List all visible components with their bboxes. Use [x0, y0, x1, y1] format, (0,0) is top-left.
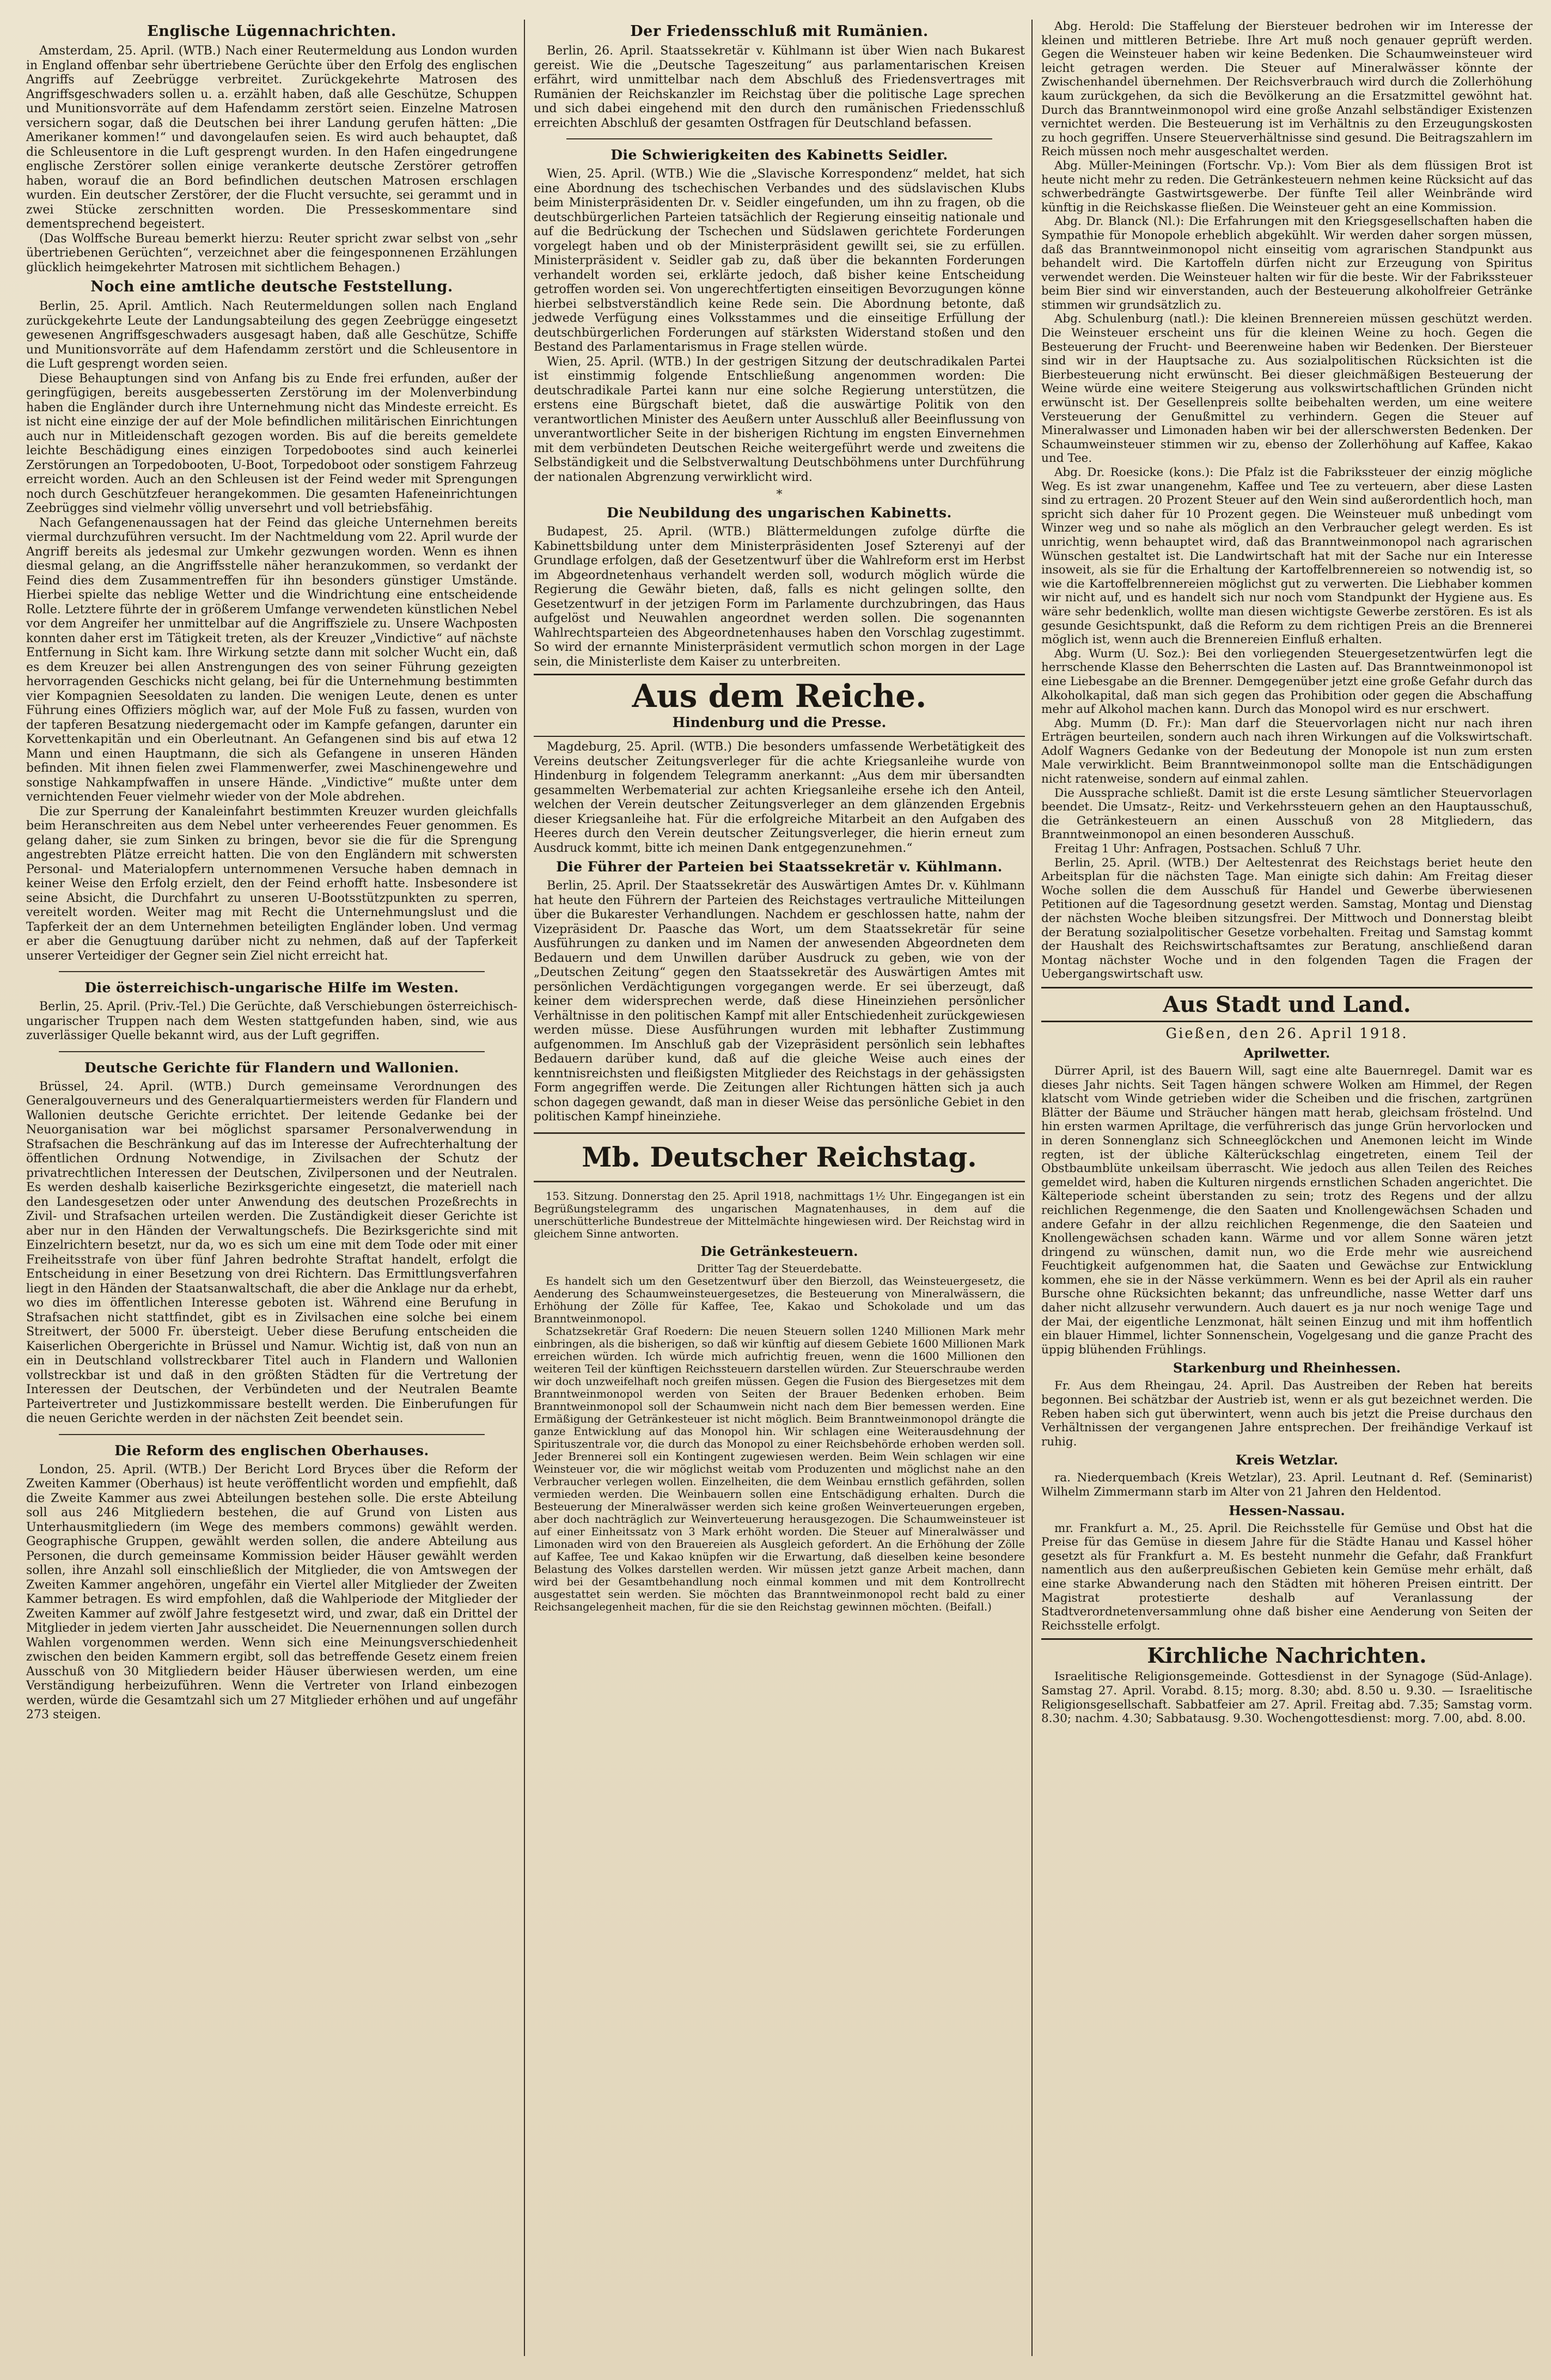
- separator: [59, 971, 485, 972]
- article-subheading: Die Getränkesteuern.: [700, 1243, 858, 1259]
- article-heading: Deutsche Gerichte für Flandern und Wallonien.: [84, 1059, 459, 1076]
- article-heading: Die Schwierigkeiten des Kabinetts Seidler.: [610, 147, 948, 163]
- article-paragraph: Berlin, 25. April. Der Staatssekretär des Auswärtigen Amtes Dr. v. Kühlmann hat heute den Führern der Parteien des Reichstages vertrauliche Mitteilungen über die Bukarester Verhandlungen. Nachdem er geschlossen hatte, nahm der Vizepräsident Dr. Paasche das Wort, um dem Staatssekretär für seine Ausführungen zu danken und im Namen der anwesenden Abgeordneten dem Bedauern und dem Unwillen darüber Ausdruck zu geben, wie von der „Deutschen Zeitung“ gegen den Staatssekretär des Auswärtigen Amtes mit persönlichen Verdächtigungen vorgegangen werde. Er sei überzeugt, daß keiner dem widersprechen werde, daß diese Hineinziehen persönlicher Verhältnisse in den politischen Kampf mit aller Entschiedenheit zurückgewiesen werden müsse. Diese Ausführungen wurden mit lebhafter Zustimmung aufgenommen. Im Anschluß gab der Vizepräsident persönlich sein lebhaftes Bedauern darüber kund, daß auf die gleiche Weise auch eines der kenntnisreichsten und fleißigsten Mitglieder des Reichstags in der gehässigsten Form angegriffen werde. Die Zeitungen aller Richtungen hätten sich ja auch schon dagegen gewandt, daß man in dieser Weise das persönliche Gebiet in den politischen Kampf hineinziehe.: [534, 879, 1025, 1124]
- article-paragraph: Budapest, 25. April. (WTB.) Blättermeldungen zufolge dürfte die Kabinettsbildung unter dem Ministerpräsidenten Josef Szterenyi auf der Grundlage erfolgen, daß der Gesetzentwurf über die Wahlreform erst im Herbst im Abgeordnetenhaus verhandelt werden soll, wodurch möglich würde die Regierung die Gewähr bieten, daß, falls es nicht gelingen sollte, den Gesetzentwurf in der jetzigen Form im Parlamente durchzubringen, das Haus aufgelöst und Neuwahlen angeordnet werden sollen. Die sogenannten Wahlrechtsparteien des Abgeordnetenhauses haben den Vorschlag zugestimmt. So wird der ernannte Ministerpräsident vermutlich schon morgen in der Lage sein, die Ministerliste dem Kaiser zu unterbreiten.: [534, 525, 1025, 669]
- article-paragraph: Fr. Aus dem Rheingau, 24. April. Das Austreiben der Reben hat bereits begonnen. Bei schätzbar der Austrieb ist, wenn er als gut bezeichnet werden. Die Reben haben sich gut überwintert, wenn auch bis jetzt die Preise durchaus den Verhältnissen der vergangenen Jahre entsprechen. Der freihändige Verkauf ist ruhig.: [1041, 1379, 1532, 1449]
- article-paragraph: Es handelt sich um den Gesetzentwurf über den Bierzoll, das Weinsteuergesetz, die Aenderung des Schaumweinsteuergesetzes, die Besteuerung von Mineralwässern, die Erhöhung der Zölle für Kaffee, Tee, Kakao und Schokolade und um das Branntweinmonopol.: [534, 1274, 1025, 1325]
- article-heading: Noch eine amtliche deutsche Feststellung.: [90, 278, 453, 295]
- article-paragraph: (Das Wolffsche Bureau bemerkt hierzu: Reuter spricht zwar selbst von „sehr übertriebenen Gerüchten“, verzeichnet aber die feingesponnenen Erzählungen glücklich heimgekehrter Matrosen mit sichtlichem Behagen.): [26, 231, 517, 274]
- article-paragraph: ra. Niederquembach (Kreis Wetzlar), 23. April. Leutnant d. Ref. (Seminarist) Wilhelm Zimmermann starb im Alter von 21 Jahren den Heldentod.: [1041, 1471, 1532, 1499]
- article-paragraph: Abg. Dr. Blanck (Nl.): Die Erfahrungen mit den Kriegsgesellschaften haben die Sympathie für Monopole erheblich abgekühlt. Wir werden daher sorgen müssen, daß das Branntweinmonopol nicht einseitig vom agrarischen Standpunkt aus behandelt wird. Die Kartoffeln dürfen nicht zur Erzeugung von Spiritus verwendet werden. Die Weinsteuer halten wir für die beste. Wir der Fabrikssteuer beim Bier sind wir einverstanden, auch der Besteuerung alkoholfreier Getränke stimmen wir grundsätzlich zu.: [1041, 215, 1532, 312]
- article-paragraph: Berlin, 26. April. Staatssekretär v. Kühlmann ist über Wien nach Bukarest gereist. Wie die „Deutsche Tageszeitung“ aus parlamentarischen Kreisen erfährt, wird unmittelbar nach dem Abschluß des Friedensvertrages mit Rumänien der Reichskanzler im Reichstag über die politische Lage sprechen und sich dabei eingehend mit den durch den rumänischen Friedensschluß erreichten Abschluß der gesamten Ostfragen für Deutschland befassen.: [534, 44, 1025, 130]
- article-subheading: Hessen-Nassau.: [1229, 1502, 1345, 1518]
- article-heading: Der Friedensschluß mit Rumänien.: [630, 23, 929, 40]
- article-paragraph: London, 25. April. (WTB.) Der Bericht Lord Bryces über die Reform der Zweiten Kammer (Oberhaus) ist heute veröffentlicht worden und empfiehlt, daß die Zweite Kammer aus zwei Abteilungen bestehen solle. Die erste Abteilung soll aus 246 Mitgliedern bestehen, die auf Grund von Listen aus Unterhausmitgliedern (im Wege des members commons) gewählt werden. Geographische Gruppen, gewählt werden sollen, die andere Abteilung aus Personen, die durch gemeinsame Kommission beider Häuser gewählt werden sollen, ihre Anzahl soll einschließlich der Mitglieder, die von Amtswegen der Zweiten Kammer angehören, ungefähr ein Viertel aller Mitglieder der Zweiten Kammer betragen. Es wird empfohlen, daß die Wahlperiode der Mitglieder der Zweiten Kammer auf zwölf Jahre festgesetzt wird, und zwar, daß ein Drittel der Mitglieder in jedem vierten Jahr ausscheidet. Die Neuernennungen sollen durch Wahlen vorgenommen werden. Wenn sich eine Meinungsverschiedenheit zwischen den beiden Kammern ergibt, soll das betreffende Gesetz einem freien Ausschuß von 30 Mitgliedern beider Häuser überwiesen werden, um eine Verständigung herbeizuführen. Wenn die Vertreter von Irland einbezogen werden, würde die Gesamtzahl sich um 27 Mitglieder erhöhen und auf ungefähr 273 steigen.: [26, 1462, 517, 1722]
- separator: [566, 138, 992, 139]
- article-paragraph: Wien, 25. April. (WTB.) Wie die „Slavische Korrespondenz“ meldet, hat sich eine Abordnung des tschechischen Verbandes und des südslavischen Klubs beim Ministerpräsidenten Dr. v. Seidler eingefunden, um ihn zu fragen, ob die deutschbürgerlichen Parteien tatsächlich der Regierung einseitig nationale und auf die Bedrückung der Tschechen und Südslawen gerichtete Forderungen vorgelegt haben und ob der Ministerpräsident gewillt sei, sie zu erfüllen. Ministerpräsident v. Seidler gab zu, daß über die bekannten Forderungen verhandelt worden sei, erklärte jedoch, daß bisher keine Entscheidung getroffen worden sei. Von ungerechtfertigten einseitigen Bevorzugungen könne hierbei selbstverständlich keine Rede sein. Die Abordnung betonte, daß jedwede Verfügung eines Volksstammes und die einseitige Erfüllung der deutschbürgerlichen Forderungen auf stärksten Widerstand stoßen und den Bestand des Parlamentarismus in Frage stellen würde.: [534, 167, 1025, 354]
- article-paragraph: Abg. Müller-Meiningen (Fortschr. Vp.): Vom Bier als dem flüssigen Brot ist heute nicht mehr zu reden. Die Getränkesteuern nehmen keine Rücksicht auf das schwerbedrängte Gastwirtsgewerbe. Der fünfte Teil aller Weinbrände wird künftig in die Reichskasse fließen. Die Weinsteuer geht an eine Kommission.: [1041, 158, 1532, 215]
- article-paragraph: Schatzsekretär Graf Roedern: Die neuen Steuern sollen 1240 Millionen Mark mehr einbringen, als die bisherigen, so daß wir künftig auf diesem Gebiete 1600 Millionen Mark erreichen würden. Ich würde mich aufrichtig freuen, wenn die 1600 Millionen den weiteren Teil der künftigen Reichssteuern darstellen würden. Zur Steuerschraube werden wir doch unzweifelhaft noch greifen müssen. Gegen die Fusion des Biergesetzes mit dem Branntweinmonopol werden von Seiten der Brauer Bedenken erhoben. Beim Branntweinmonopol soll der Schaumwein nicht nach dem Bier bemessen werden. Eine Ermäßigung der Getränkesteuer ist nicht möglich. Beim Branntweinmonopol drängte die ganze Entwicklung auf das Monopol hin. Wir schlagen eine Weiterausdehnung der Spirituszentrale vor, die durch das Monopol zu einer Reichsbehörde erhoben werden soll. Jeder Brennerei soll ein Kontingent zugewiesen werden. Beim Wein schlagen wir eine Weinsteuer vor, die wir möglichst weitab vom Produzenten und möglichst nahe an den Verbraucher verlegen wollen. Einzelheiten, die dem Weinbau ernstlich gefährden, sollen vermieden werden. Die Weinbauern sollen eine Entschädigung erhalten. Durch die Besteuerung der Mineralwässer werden sich keine großen Weinverteuerungen ergeben, aber doch nachträglich zur Weinverteuerung herausgezogen. Die Schaumweinsteuer ist auf einer Einheitssatz von 3 Mark erhöht worden. Die Steuer auf Mineralwässer und Limonaden wird von den Brauereien als Ausgleich gefordert. An die Erhöhung der Zölle auf Kaffee, Tee und Kakao knüpfen wir die Erwartung, daß dieselben keine besondere Belastung des Volkes darstellen werden. Wir müssen jetzt ganze Arbeit machen, dann wird bei der Gesamtbehandlung noch einmal kommen und mit dem Kontrollrecht ausgestattet sein werden. Sie möchten das Branntweinmonopol recht bald zu einer Reichsangelegenheit machen, für die sie den Reichstag gewinnen möchten. (Beifall.): [534, 1325, 1025, 1613]
- article-paragraph: Amsterdam, 25. April. (WTB.) Nach einer Reutermeldung aus London wurden in England offenbar sehr übertriebene Gerüchte über den Erfolg des englischen Angriffs auf Zeebrügge verbreitet. Zurückgekehrte Matrosen des Angriffsgeschwaders sollen u. a. erzählt haben, daß alle Geschütze, Schuppen und Munitionsvorräte auf dem Hafendamm zerstört seien. Einzelne Matrosen versichern sogar, daß die Deutschen bei ihrer Landung gerufen hätten: „Die Amerikaner kommen!“ und davongelaufen seien. Es wird auch behauptet, daß die Schleusentore in die Luft gesprengt wurden. In den Hafen eingedrungene englische Zerstörer sollen einige verankerte deutsche Zerstörer getroffen haben, worauf die an Bord befindlichen deutschen Matrosen erschlagen wurden. Ein deutscher Zerstörer, der die Flucht versuchte, sei gerammt und in zwei Stücke zerschnitten worden. Die Presseskommentare sind dementsprechend begeistert.: [26, 44, 517, 231]
- article-subheading: Kreis Wetzlar.: [1235, 1452, 1339, 1468]
- article-paragraph: Berlin, 25. April. (Priv.-Tel.) Die Gerüchte, daß Verschiebungen österreichisch-ungarischer Truppen nach dem Westen stattgefunden haben, sind, wie aus zuverlässiger Quelle bekannt wird, aus der Luft gegriffen.: [26, 1000, 517, 1042]
- article-paragraph: Diese Behauptungen sind von Anfang bis zu Ende frei erfunden, außer der geringfügigen, bereits ausgebesserten Zerstörung im der Molenverbindung haben die Engländer durch ihre Unternehmung nicht das Mindeste erreicht. Es ist nicht eine einzige der auf der Mole befindlichen militärischen Einrichtungen auch nur in Mitleidenschaft gezogen worden. Bis auf die bereits gemeldete leichte Beschädigung eines einzigen Torpedobootes sind auch keinerlei Zerstörungen an Torpedobooten, U-Boot, Torpedoboot oder sonstigem Fahrzeug erreicht worden. Auch an den Schleusen ist der Feind weder mit Sprengungen noch durch Geschützfeuer herangekommen. Die gesamten Hafeneinrichtungen Zeebrügges sind vielmehr völlig unversehrt und voll betriebsfähig.: [26, 371, 517, 515]
- article-paragraph: Israelitische Religionsgemeinde. Gottesdienst in der Synagoge (Süd-Anlage). Samstag 27. April. Vorabd. 8.15; morg. 8.30; abd. 8.50 u. 9.30. — Israelitische Religionsgesellschaft. Sabbatfeier am 27. April. Freitag abd. 7.35; Samstag vorm. 8.30; nachm. 4.30; Sabbatausg. 9.30. Wochengottesdienst: morg. 7.00, abd. 8.00.: [1041, 1670, 1532, 1726]
- article-paragraph: Die Aussprache schließt. Damit ist die erste Lesung sämtlicher Steuervorlagen beendet. Die Umsatz-, Reitz- und Verkehrssteuern gehen an den Hauptausschuß, die Getränkesteuern an einen Ausschuß von 28 Mitgliedern, das Branntweinmonopol an einen besonderen Ausschuß.: [1041, 786, 1532, 842]
- section-title: Mb. Deutscher Reichstag.: [582, 1140, 977, 1173]
- article-subheading: Dritter Tag der Steuerdebatte.: [697, 1262, 862, 1275]
- article-paragraph: Abg. Dr. Roesicke (kons.): Die Pfalz ist die Fabrikssteuer der einzig mögliche Weg. Es ist zwar unangenehm, Kaffee und Tee zu verteuern, aber diese Lasten sind zu ertragen. 20 Prozent Steuer auf den Wein sind außerordentlich hoch, man spricht sich daher für 10 Prozent gegen. Die Weinsteuer muß unbedingt vom Winzer weg und so nahe als möglich an den Verbraucher gelegt werden. Es ist unrichtig, wenn behauptet wird, daß das Branntweinmonopol nach agrarischen Wünschen gestaltet ist. Die Landwirtschaft hat mit der Sache nur ein Interesse insoweit, als sie für die Erhaltung der Kartoffelbrennereien so notwendig ist, so wie die Kartoffelbrennereien möglichst gut zu verwerten. Die Liebhaber kommen wir nicht auf, und es handelt sich nur noch vom Standpunkt der Hygiene aus. Es wäre sehr bedenklich, wollte man diesen wichtigste Gewerbe zerstören. Es ist als gesunde Gesichtspunkt, daß die Reform zu dem richtigen Preis an die Brennerei möglich ist, wenn auch die Brennereien Einfluß erhalten.: [1041, 466, 1532, 647]
- section-kirche: [1041, 1638, 1532, 1725]
- section-stadt: [1041, 987, 1532, 1022]
- article-paragraph: Berlin, 25. April. Amtlich. Nach Reutermeldungen sollen nach England zurückgekehrte Leute der Landungsabteilung des gegen Zeebrügge eingesetzt gewesenen Angriffsgeschwaders ausgesagt haben, daß alle Geschütze, Schiffe und Munitionsvorräte auf dem Hafendamm zerstört und die Schleusentore in die Luft gesprengt worden seien.: [26, 300, 517, 371]
- article-heading: Die österreichisch-ungarische Hilfe im Westen.: [84, 980, 459, 996]
- section-title: Kirchliche Nachrichten.: [1147, 1643, 1427, 1668]
- column-left: [19, 20, 525, 2361]
- separator: [59, 1434, 485, 1435]
- article-paragraph: 153. Sitzung. Donnerstag den 25. April 1918, nachmittags 1½ Uhr. Eingegangen ist ein Begrüßungstelegramm des ungarischen Magnatenhauses, in dem auf die unerschütterliche Bundestreue der Mittelmächte hingewiesen wird. Der Reichstag wird in gleichem Sinne antworten.: [534, 1189, 1025, 1240]
- article-subheading: Aprilwetter.: [1243, 1045, 1330, 1061]
- separator: [534, 1181, 1025, 1182]
- section-reich: [534, 674, 1025, 737]
- article-heading: Englische Lügennachrichten.: [147, 23, 396, 40]
- section-subtitle: Hindenburg und die Presse.: [672, 715, 887, 730]
- asterisk-divider: *: [776, 488, 783, 502]
- article-subheading: Starkenburg und Rheinhessen.: [1173, 1360, 1401, 1376]
- separator: [534, 1132, 1025, 1134]
- article-paragraph: Berlin, 25. April. (WTB.) Der Aeltestenrat des Reichstags beriet heute den Arbeitsplan für die nächsten Tage. Man einigte sich dahin: Am Freitag dieser Woche sollen die dem Ausschuß für Handel und Gewerbe überwiesenen Petitionen auf die Tagesordnung gesetzt werden. Samstag, Montag und Dienstag der nächsten Woche bleiben sitzungsfrei. Der Mittwoch und Donnerstag bleibt der Beratung sozialpolitischer Gesetze vorbehalten. Freitag und Samstag kommt der Haushalt des Reichswirtschaftsamtes zur Beratung, anschließend daran Montag nächster Woche und in den folgenden Tagen die Fragen der Uebergangswirtschaft usw.: [1041, 856, 1532, 981]
- article-paragraph: Abg. Herold: Die Staffelung der Biersteuer bedrohen wir im Interesse der kleinen und mittleren Betriebe. Ihre Art muß noch genauer geprüft werden. Gegen die Weinsteuer haben wir keine Bedenken. Die Schaumweinsteuer wird leicht getragen werden. Die Steuer auf Mineralwässer könnte der Zwischenhandel übernehmen. Der Reichsverbrauch wird durch die Zollerhöhung kaum zurückgehen, da sich die Bevölkerung an die Ersatzmittel gewöhnt hat. Durch das Branntweinmonopol wird eine große Anzahl selbständiger Existenzen vernichtet werden. Die Besteuerung ist im Verhältnis zu den Erzeugungskosten zu hoch gegriffen. Unsere Steuerverhältnisse sind gesund. Die Beitragszahlern im Reich müssen noch mehr ausgeschaltet werden.: [1041, 20, 1532, 159]
- article-heading: Die Reform des englischen Oberhauses.: [114, 1442, 429, 1458]
- separator: [59, 1051, 485, 1052]
- section-title: Aus dem Reiche.: [632, 678, 927, 715]
- article-heading: Die Neubildung des ungarischen Kabinetts.: [607, 505, 952, 521]
- column-right: [1034, 20, 1540, 2361]
- article-paragraph: Magdeburg, 25. April. (WTB.) Die besonders umfassende Werbetätigkeit des Vereins deutscher Zeitungsverleger für die achte Kriegsanleihe wurde von Hindenburg in folgendem Telegramm anerkannt: „Aus dem mir übersandten gesammelten Werbematerial zur achten Kriegsanleihe ersehe ich den Anteil, welchen der Verein deutscher Zeitungsverleger an dem glänzenden Ergebnis dieser Kriegsanleihe hat. Für die erfolgreiche Mitarbeit an den Aufgaben des Heeres durch den Verein deutscher Zeitungsverleger, die hierin erneut zum Ausdruck kommt, bitte ich meinen Dank entgegenzunehmen.“: [534, 740, 1025, 855]
- article-paragraph: Die zur Sperrung der Kanaleinfahrt bestimmten Kreuzer wurden gleichfalls beim Heranschreiten aus dem Nebel unter verheerendes Feuer genommen. Es gelang daher, sie zum Sinken zu bringen, bevor sie die für die Sprengung angestrebten Plätze erreicht hatten. Die von den Engländern mit schwersten Personal- und Materialopfern unternommenen Versuche haben demnach in keiner Weise den Erfolg erzielt, den der Feind erhofft hatte. Insbesondere ist seine Absicht, die Durchfahrt zu unseren U-Bootsstützpunkten zu sperren, vereitelt worden. Weiter mag mit Recht die Unternehmungslust und die Tapferkeit der an dem Unternehmen beteiligten Engländer loben. Und vermag er aber die Genugtuung darüber nicht zu nehmen, daß auf der Tapferkeit unserer Verteidiger der Gegner sein Ziel nicht erreicht hat.: [26, 804, 517, 963]
- article-heading: Die Führer der Parteien bei Staatssekretär v. Kühlmann.: [556, 859, 1003, 875]
- article-paragraph: Abg. Mumm (D. Fr.): Man darf die Steuervorlagen nicht nur nach ihren Erträgen beurteilen, sondern auch nach ihren Wirkungen auf die Volkswirtschaft. Adolf Wagners Gedanke von der Bedeutung der Monopole ist nun zum ersten Male verwirklicht. Beim Branntweinmonopol sollte man die Entschädigungen nicht ratenweise, sondern auf einmal zahlen.: [1041, 716, 1532, 786]
- article-paragraph: Abg. Schulenburg (natl.): Die kleinen Brennereien müssen geschützt werden. Die Weinsteuer erscheint uns für die kleinen Weine zu hoch. Gegen die Besteuerung der Frucht- und Beerenweine haben wir Bedenken. Der Biersteuer sind wir in der Hauptsache zu. Aus sozialpolitischen Rücksichten ist die Bierbesteuerung nicht erwünscht. Bei dieser gleichmäßigen Besteuerung der Weine würde eine weitere Steigerung aus volkswirtschaftlichen Gründen nicht erwünscht ist. Der Gesellenpreis sollte beibehalten werden, um eine weitere Versteuerung der Genußmittel zu verhindern. Gegen die Steuer auf Mineralwasser und Limonaden haben wir bei der allerschwersten Bedenken. Der Schaumweinsteuer stimmen wir zu, ebenso der Zollerhöhung auf Kaffee, Kakao und Tee.: [1041, 312, 1532, 466]
- article-paragraph: Abg. Wurm (U. Soz.): Bei den vorliegenden Steuergesetzentwürfen legt die herrschende Klasse den Beherrschten die Lasten auf. Das Branntweinmonopol ist eine Liebesgabe an die Brenner. Demgegenüber jetzt eine große Gefahr durch das Alkoholkapital, daß man sich gegen das Prohibition oder gegen die Abschaffung mehr auf Alkohol machen kann. Durch das Monopol wird es nur erschwert.: [1041, 646, 1533, 717]
- article-paragraph: Freitag 1 Uhr: Anfragen, Postsachen. Schluß 7 Uhr.: [1054, 842, 1362, 856]
- section-title: Aus Stadt und Land.: [1163, 991, 1411, 1017]
- column-middle: [526, 20, 1033, 2361]
- article-paragraph: Dürrer April, ist des Bauern Will, sagt eine alte Bauernregel. Damit war es dieses Jahr nichts. Seit Tagen hängen schwere Wolken am Himmel, der Regen klatscht vom Winde getrieben wider die Scheiben und die frischen, zartgrünen Blätter der Bäume und Sträucher hängen matt herab, gleichsam fröstelnd. Und hin ersten warmen Apriltage, die verführerisch das junge Grün hervorlocken und in deren Sonnenglanz sich Schneeglöckchen und Anemonen leicht im Winde regten, ist der übliche Kälterückschlag eingetreten, einem Teil der Obstbaumblüte unkeilsam überrascht. Wie jedoch aus allen Teilen des Reiches gemeldet wird, haben die Kulturen nirgends ernstlichen Schaden angerichtet. Die Kälteperiode scheint überstanden zu sein; trotz des Regens und der allzu reichlichen Regenmenge, die den Saaten und Knollengewächsen Schaden und andere Gefahr in der allzu reichlichen Regenmenge, die den Saateien und Knollengewächsen schaden kann. Wärme und vor allem Sonne wären jetzt dringend zu wünschen, damit nun, wo die Erde mehr wie ausreichend Feuchtigkeit aufgenommen hat, die Saaten und Gewächse zur Entwicklung kommen, ehe sie in der Nässe verkümmern. Wenn es bei der April als ein rauher Bursche ohne Rücksichten bekannt; das unfreundliche, nasse Wetter darf uns daher nicht allzusehr verwundern. Auch dauert es ja nur noch wenige Tage und der Mai, der eigentliche Lenzmonat, hält seinen Einzug und mit ihm hoffentlich ein blauer Himmel, lichter Sonnenschein, Vogelgesang und die ganze Pracht des üppig blühenden Frühlings.: [1041, 1064, 1532, 1357]
- article-paragraph: Nach Gefangenenaussagen hat der Feind das gleiche Unternehmen bereits viermal durchzuführen versucht. Im der Nachtmeldung vom 22. April wurde der Angriff bereits als jedesmal zur Umkehr gezwungen worden. Wenn es ihnen diesmal gelang, an die Angriffsstelle näher heranzukommen, so verdankt der Feind dies dem Zusammentreffen für ihn besonders günstiger Umstände. Hierbei spielte das neblige Wetter und die Windrichtung eine entscheidende Rolle. Letztere führte der in größerem Umfange verwendeten künstlichen Nebel vor dem Angreifer her unmittelbar auf die Angriffsziele zu. Unsere Wachposten konnten daher erst im Tätigkeit treten, als der Kreuzer „Vindictive“ auf nächste Entfernung in Sicht kam. Ihre Wirkung setzte dann mit solcher Wucht ein, daß es dem Kreuzer bei allen Anstrengungen des von seiner Führung gezeigten hervorragenden Geschicks nicht gelang, bei für die Unternehmung bestimmten vier Kompagnien Seesoldaten zu landen. Die wenigen Leute, denen es unter Führung eines Offiziers möglich war, auf der Mole Fuß zu fassen, wurden von der tapferen Besatzung niedergemacht oder im Kampfe gefangen, darunter ein Korvettenkapitän und ein Oberleutnant. An Gefangenen sind bis auf etwa 12 Mann und einen Hauptmann, die sich als Gefangene in unseren Händen befinden. Mit ihnen fielen zwei Flammenwerfer, zwei Maschinengewehre und sonstige Nahkampfwaffen in unsere Hände. „Vindictive“ mußte unter dem vernichtenden Feuer vielmehr wieder von der Mole abdrehen.: [26, 516, 517, 804]
- article-paragraph: mr. Frankfurt a. M., 25. April. Die Reichsstelle für Gemüse und Obst hat die Preise für das Gemüse in diesem Jahre für die Städte Hanau und Kassel höher gesetzt als für Frankfurt a. M. Es besteht nunmehr die Gefahr, daß Frankfurt namentlich aus den außerpreußischen Gebieten kein Gemüse mehr erhält, daß eine starke Abwanderung nach den Städten mit höheren Preisen eintritt. Der Magistrat protestierte deshalb auf Veranlassung der Stadtverordnetenversammlung ohne daß bisher eine Aenderung von Seiten der Reichsstelle erfolgt.: [1041, 1521, 1532, 1633]
- article-paragraph: Wien, 25. April. (WTB.) In der gestrigen Sitzung der deutschradikalen Partei ist einstimmig folgende Entschließung angenommen worden: Die deutschradikale Partei kann nur eine solche Regierung unterstützen, die erstens eine Bürgschaft bietet, daß die auswärtige Politik von den verantwortlichen Minister des Aeußern unter Ausschluß aller Beeinflussung von unverantwortlicher Seite in der bisherigen Richtung im engsten Einvernehmen mit dem verbündeten Deutschen Reiche weitergeführt werde und zweitens die Selbständigkeit und die Selbstverwaltung Deutschböhmens unter Durchführung der nationalen Abgrenzung verwirklicht wird.: [534, 355, 1025, 484]
- dateline: Gießen, den 26. April 1918.: [1165, 1025, 1408, 1042]
- article-paragraph: Brüssel, 24. April. (WTB.) Durch gemeinsame Verordnungen des Generalgouverneurs und des Generalquartiermeisters werden für Flandern und Wallonien deutsche Gerichte errichtet. Der leitende Gedanke bei der Neuorganisation war bei möglichst sparsamer Personalverwendung in Strafsachen die Beschränkung auf das im Interesse der Aufrechterhaltung der öffentlichen Ordnung Notwendige, in Zivilsachen der Schutz der privatrechtlichen Interessen der Deutschen, Zivilpersonen und der Neutralen. Es werden deshalb kaiserliche Bezirksgerichte eingesetzt, die materiell nach den Landesgesetzen oder unter Anwendung des deutschen Prozeßrechts in Zivil- und Strafsachen urteilen werden. Die Zuständigkeit dieser Gerichte ist aber nur in den Händen der Verwaltungschefs. Die Bezirksgerichte sind mit Einzelrichtern besetzt, nur da, wo es sich um eine mit dem Tode oder mit einer Freiheitsstrafe von über fünf Jahren bedrohte Straftat handelt, erfolgt die Entscheidung in einer Besetzung von drei Richtern. Das Ermittlungsverfahren liegt in den Händen der Staatsanwaltschaft, die aber die Anklage nur da erhebt, wo dies im öffentlichen Interesse geboten ist. Während eine Berufung in Strafsachen nicht stattfindet, gibt es in Zivilsachen eine solche bei einem Streitwert, der 5000 Fr. übersteigt. Ueber diese Berufung entscheiden die Kaiserlichen Obergerichte in Brüssel und Namur. Wichtig ist, daß von nun an ein in Deutschland vollstreckbarer Titel auch in Flandern und Wallonien vollstreckbar ist und daß in den größten Städten für die Vertretung der Interessen der Deutschen, der Verbündeten und der Neutralen Beamte Parteivertreter und Justizkommissare bestellt werden. Die Einberufungen für die neuen Gerichte werden in der nächsten Zeit beendet sein.: [26, 1079, 517, 1425]
